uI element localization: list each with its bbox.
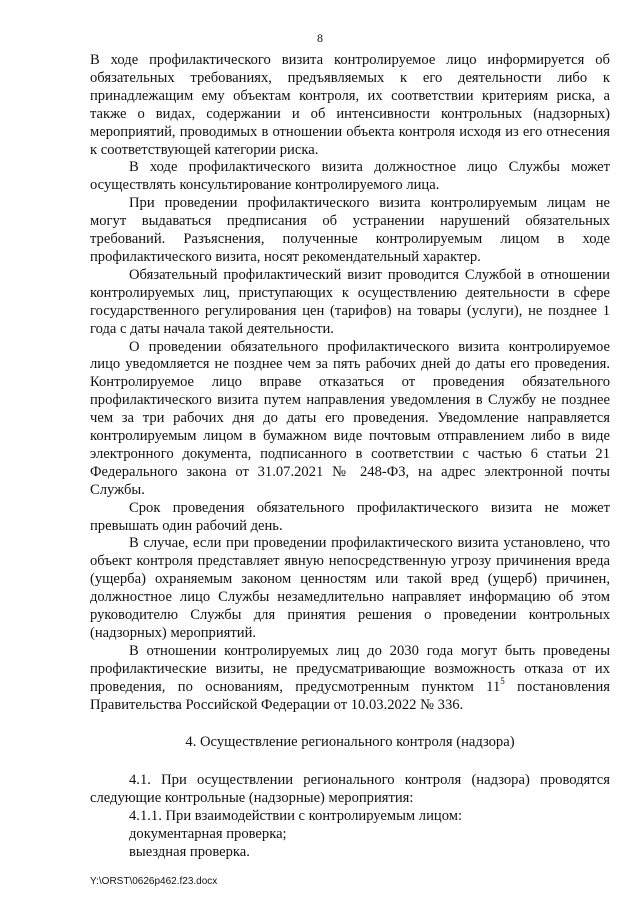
- list-item: выездная проверка.: [129, 844, 250, 861]
- paragraph-threat: В случае, если при проведении профилактического визита установлено, что объект контроля представляет явную непосредственную угрозу причинения вреда (ущерба) охраняемым законом ценностям или такой вред (ущерб) причинен, должностное лицо Службы незамедлительно направляет информацию об этом руководителю Службы для принятия решения о проведении контрольных (надзорных) мероприятий.: [90, 535, 610, 641]
- document-body: [90, 52, 610, 862]
- list-item: документарная проверка;: [129, 826, 287, 843]
- footer-file-path: Y:\ORST\0626p462.f23.docx: [90, 876, 218, 887]
- paragraph-until-2030-text: В отношении контролируемых лиц до 2030 года могут быть проведены профилактические визиты, не предусматривающие возможность отказа от их проведения, по основаниям, предусмотренным пунктом 11: [90, 642, 610, 695]
- superscript-five: 5: [500, 675, 505, 686]
- paragraph-no-orders: При проведении профилактического визита контролируемым лицам не могут выдаваться предписания об устранении нарушений обязательных требований. Разъяснения, полученные контролируемым лицом в ходе профилактического визита, носят рекомендательный характер.: [90, 195, 610, 265]
- paragraph-visit-information: В ходе профилактического визита контролируемое лицо информируется об обязательных требованиях, предъявляемых к его деятельности либо к принадлежащим ему объектам контроля, их соответствии критериям риска, а также о видах, содержании и об интенсивности контрольных (надзорных) мероприятий, проводимых в отношении объекта контроля исходя из его отнесения к соответствующей категории риска.: [90, 52, 610, 158]
- list-item: 4.1.1. При взаимодействии с контролируемым лицом:: [129, 808, 463, 825]
- paragraph-mandatory-visit: Обязательный профилактический визит проводится Службой в отношении контролируемых лиц, приступающих к осуществлению деятельности в сфере государственного регулирования цен (тарифов) на товары (услуги), не позднее 1 года с даты начала такой деятельности.: [90, 266, 610, 337]
- paragraph-duration: Срок проведения обязательного профилактического визита не может превышать один рабочий день.: [90, 499, 610, 534]
- paragraph-control-measures: 4.1. При осуществлении регионального контроля (надзора) проводятся следующие контрольные (надзорные) мероприятия:: [90, 772, 610, 807]
- paragraph-consulting: В ходе профилактического визита должностное лицо Службы может осуществлять консультирование контролируемого лица.: [90, 159, 610, 194]
- paragraph-until-2030-tail: постановления Правительства Российской Федерации от 10.03.2022 № 336.: [90, 678, 611, 713]
- paragraph-until-2030: [90, 643, 610, 715]
- paragraph-notification: О проведении обязательного профилактического визита контролируемое лицо уведомляется не позднее чем за пять рабочих дней до даты его проведения. Контролируемое лицо вправе отказаться от проведения обязательного профилактического визита путем направления уведомления в Службу не позднее чем за три рабочих дня до даты его проведения. Уведомление направляется контролируемым лицом в бумажном виде почтовым отправлением либо в виде электронного документа, подписанного в соответствии с частью 6 статьи 21 Федерального закона от 31.07.2021 № 248-ФЗ, на адрес электронной почты Службы.: [90, 338, 610, 498]
- page-number: 8: [317, 31, 323, 45]
- section-heading: 4. Осуществление регионального контроля (надзора): [185, 733, 515, 750]
